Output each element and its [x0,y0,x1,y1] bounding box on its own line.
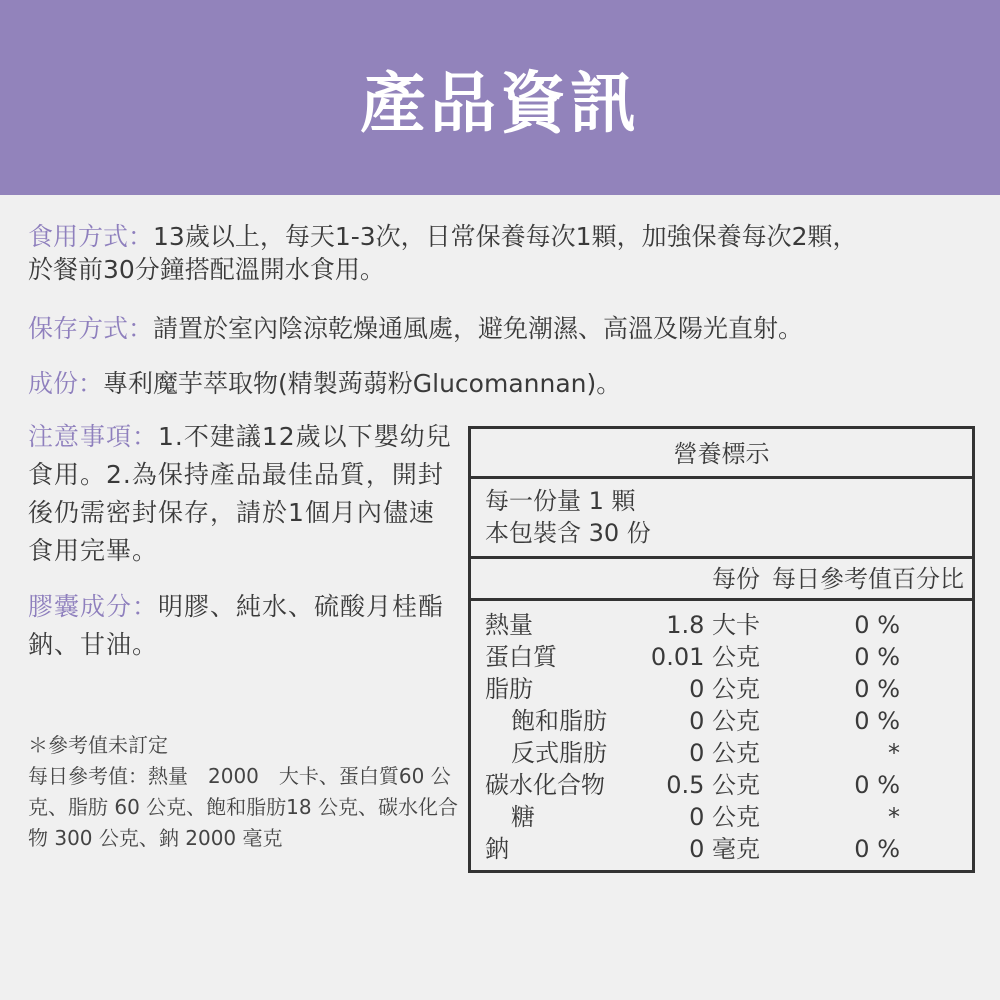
nutrient-name: 鈉 [485,835,509,863]
nutrient-daily-pct: * [888,739,900,767]
nutrient-name: 熱量 [485,611,533,639]
storage-label: 保存方式： [28,314,154,343]
usage-text: 13歲以上，每天1-3次，日常保養每次1顆，加強保養每次2顆， [153,222,858,251]
nutrient-row [471,801,972,833]
usage-section [28,220,857,286]
capsule-text: 明膠、純水、硫酸月桂酯鈉、甘油。 [28,592,445,659]
nutrient-daily-pct: 0 % [854,771,900,799]
nutrient-daily-pct: * [888,803,900,831]
servings-per-pack: 本包裝含 30 份 [485,519,651,547]
nutrient-value: 0.01 公克 [650,643,760,671]
page-title: 產品資訊 [360,65,640,142]
nutrition-title: 營養標示 [471,429,972,479]
daily-reference-note: 每日參考值：熱量 2000 大卡、蛋白質60 公克、脂肪 60 公克、飽和脂肪18 公克、碳水化合物 300 公克、鈉 2000 毫克 [28,764,458,850]
nutrient-name: 脂肪 [485,675,533,703]
caution-section [28,418,458,570]
nutrient-daily-pct: 0 % [854,611,900,639]
nutrient-row [471,641,972,673]
nutrient-row [471,737,972,769]
nutrient-daily-pct: 0 % [854,675,900,703]
nutrient-value: 0 公克 [689,707,760,735]
nutrient-daily-pct: 0 % [854,835,900,863]
ingredients-text: 專利魔芋萃取物(精製蒟蒻粉Glucomannan)。 [103,369,622,398]
nutrition-table [468,426,975,873]
nutrient-row [471,673,972,705]
nutrient-daily-pct: 0 % [854,643,900,671]
nutrient-value: 1.8 大卡 [666,611,760,639]
capsule-label: 膠囊成分： [28,592,159,621]
nutrient-name: 糖 [511,803,535,831]
nutrient-row [471,705,972,737]
nutrient-daily-pct: 0 % [854,707,900,735]
nutrient-name: 蛋白質 [485,643,557,671]
caution-text: 1.不建議12歲以下嬰幼兒食用。2.為保持產品最佳品質，開封後仍需密封保存，請於1個月內儘速食用完畢。 [28,422,452,565]
nutrient-row [471,833,972,865]
usage-text-2: 於餐前30分鐘搭配溫開水食用。 [28,255,385,284]
usage-label: 食用方式： [28,222,154,251]
column-headers [471,559,972,601]
notes [28,730,458,854]
ingredients-label: 成份： [28,369,104,398]
col-daily-pct: 每日參考值百分比 [772,565,964,593]
serving-info [471,479,972,559]
storage-section [28,312,803,345]
storage-text: 請置於室內陰涼乾燥通風處，避免潮濕、高溫及陽光直射。 [153,314,804,343]
nutrient-row [471,769,972,801]
nutrient-value: 0 公克 [689,803,760,831]
asterisk-note: ＊參考值未訂定 [28,733,168,757]
nutrient-name: 反式脂肪 [511,739,607,767]
nutrient-value: 0 公克 [689,675,760,703]
capsule-section [28,588,458,664]
nutrient-value: 0 公克 [689,739,760,767]
ingredients-section [28,367,621,400]
nutrient-value: 0.5 公克 [666,771,760,799]
nutrient-name: 碳水化合物 [485,771,605,799]
nutrient-row [471,609,972,641]
col-per-serving: 每份 [712,565,760,593]
caution-label: 注意事項： [28,422,159,451]
serving-size: 每一份量 1 顆 [485,487,636,515]
nutrient-name: 飽和脂肪 [511,707,607,735]
nutrient-value: 0 毫克 [689,835,760,863]
header-banner [0,0,1000,195]
